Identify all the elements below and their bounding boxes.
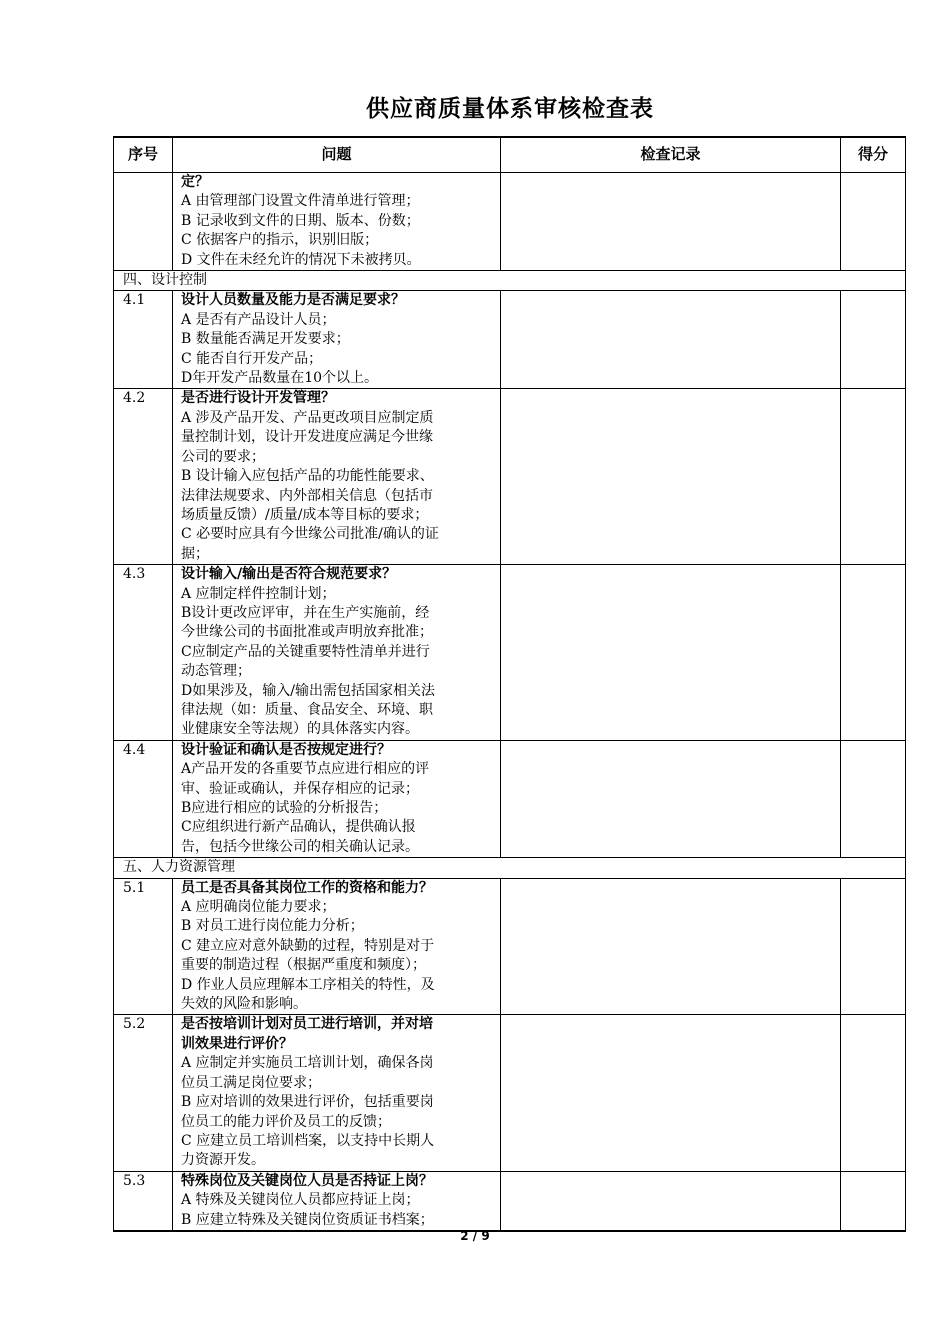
question-title: 定？ [181,174,209,190]
question-item: B 对员工进行岗位能力分析； [181,918,364,935]
table-row [114,740,906,857]
question-item: 量控制计划，设计开发进度应满足今世缘 [181,429,433,446]
question-item: B 应建立特殊及关键岗位资质证书档案； [181,1211,434,1228]
question-cell [173,565,501,741]
page-number: 2 / 9 [460,1229,490,1243]
question-item: D如果涉及，输入/输出需包括国家相关法 [181,682,435,699]
seq-cell: 4.2 [114,389,173,565]
question-item: C 能否自行开发产品； [181,350,323,367]
score-cell[interactable] [841,740,906,857]
question-cell [173,1171,501,1231]
question-item: 动态管理； [181,663,251,680]
seq-cell: 5.2 [114,1015,173,1171]
section-title: 四、设计控制 [114,271,906,291]
seq-cell: 4.4 [114,740,173,857]
score-cell[interactable] [841,1015,906,1171]
question-item: A 是否有产品设计人员； [181,311,336,328]
header-question: 问题 [173,137,501,173]
question-cell [173,1015,501,1171]
seq-cell: 5.1 [114,878,173,1015]
record-cell[interactable] [501,1015,841,1171]
question-item: 法律法规要求、内外部相关信息（包括市 [181,487,433,504]
table-row [114,1171,906,1231]
question-title: 员工是否具备其岗位工作的资格和能力？ [181,879,433,896]
table-row [114,389,906,565]
question-title: 特殊岗位及关键岗位人员是否持证上岗？ [181,1172,433,1189]
question-item: A 由管理部门设置文件清单进行管理； [181,193,420,210]
question-item: 据； [181,545,209,562]
question-title: 是否按培训计划对员工进行培训，并对培 [181,1016,433,1033]
question-item: A 应制定样件控制计划； [181,585,336,602]
record-cell[interactable] [501,565,841,741]
question-item: B应进行相应的试验的分析报告； [181,800,388,816]
question-item: A 涉及产品开发、产品更改项目应制定质 [181,409,434,426]
question-item: C 必要时应具有今世缘公司批准/确认的证 [181,526,439,543]
question-item: D年开发产品数量在10个以上。 [181,370,379,387]
question-title: 训效果进行评价？ [181,1035,293,1052]
record-cell[interactable] [501,389,841,565]
question-item: C 依据客户的指示，识别旧版； [181,232,379,249]
question-item: B设计更改应评审，并在生产实施前，经 [181,604,430,621]
score-cell[interactable] [841,173,906,271]
header-record: 检查记录 [501,137,841,173]
score-cell[interactable] [841,565,906,741]
record-cell[interactable] [501,291,841,389]
score-cell[interactable] [841,878,906,1015]
question-item: 审、验证或确认，并保存相应的记录； [181,780,419,797]
question-item: C应制定产品的关键重要特性清单并进行 [181,643,430,660]
question-cell [173,878,501,1015]
score-cell[interactable] [841,1171,906,1231]
table-row [114,1015,906,1171]
score-cell[interactable] [841,389,906,565]
audit-checklist-table [113,136,906,1232]
question-title: 设计输入/输出是否符合规范要求？ [181,566,397,583]
seq-cell: 4.1 [114,291,173,389]
question-item: 告，包括今世缘公司的相关确认记录。 [181,838,419,855]
question-item: 位员工满足岗位要求； [181,1074,321,1091]
question-item: B 应对培训的效果进行评价，包括重要岗 [181,1094,434,1111]
seq-cell: 4.3 [114,565,173,741]
question-item: A 特殊及关键岗位人员都应持证上岗； [181,1192,420,1209]
question-item: A 应制定并实施员工培训计划，确保各岗 [181,1055,434,1072]
question-title: 设计人员数量及能力是否满足要求？ [181,292,405,309]
question-item: C 应建立员工培训档案，以支持中长期人 [181,1132,435,1149]
header-seq: 序号 [114,137,173,173]
question-title: 设计验证和确认是否按规定进行？ [181,741,391,758]
table-header-row [114,137,906,173]
question-item: C应组织进行新产品确认，提供确认报 [181,819,416,836]
section-title: 五、人力资源管理 [114,858,906,878]
table-row [114,565,906,741]
table-row [114,878,906,1015]
question-item: B 数量能否满足开发要求； [181,331,350,348]
question-cell [173,291,501,389]
record-cell[interactable] [501,173,841,271]
question-item: 业健康安全等法规）的具体落实内容。 [181,721,419,738]
question-item: 公司的要求； [181,448,265,465]
record-cell[interactable] [501,1171,841,1231]
question-cell [173,740,501,857]
score-cell[interactable] [841,291,906,389]
question-item: A 应明确岗位能力要求； [181,899,336,916]
question-title: 是否进行设计开发管理？ [181,390,335,407]
question-item: 今世缘公司的书面批准或声明放弃批准； [181,624,433,641]
question-item: 失效的风险和影响。 [181,996,307,1013]
table-row [114,173,906,271]
page-title: 供应商质量体系审核检查表 [366,96,654,122]
question-item: A产品开发的各重要节点应进行相应的评 [181,761,430,778]
question-cell [173,389,501,565]
question-item: 场质量反馈）/质量/成本等目标的要求； [181,506,429,523]
question-item: 重要的制造过程（根据严重度和频度）； [181,957,426,974]
question-item: 律法规（如：质量、食品安全、环境、职 [181,701,433,718]
question-item: D 作业人员应理解本工序相关的特性，及 [181,976,435,993]
question-item: 力资源开发。 [181,1152,265,1169]
question-item: B 设计输入应包括产品的功能性能要求、 [181,468,434,485]
question-item: C 建立应对意外缺勤的过程，特别是对于 [181,937,435,954]
section-row [114,858,906,878]
question-item: B 记录收到文件的日期、版本、份数； [181,212,420,229]
record-cell[interactable] [501,740,841,857]
section-row [114,271,906,291]
header-score: 得分 [841,137,906,173]
record-cell[interactable] [501,878,841,1015]
seq-cell: 5.3 [114,1171,173,1231]
question-cell [173,173,501,271]
question-item: 位员工的能力评价及员工的反馈； [181,1113,391,1130]
question-item: D 文件在未经允许的情况下未被拷贝。 [181,251,421,268]
table-row [114,291,906,389]
seq-cell [114,173,173,271]
